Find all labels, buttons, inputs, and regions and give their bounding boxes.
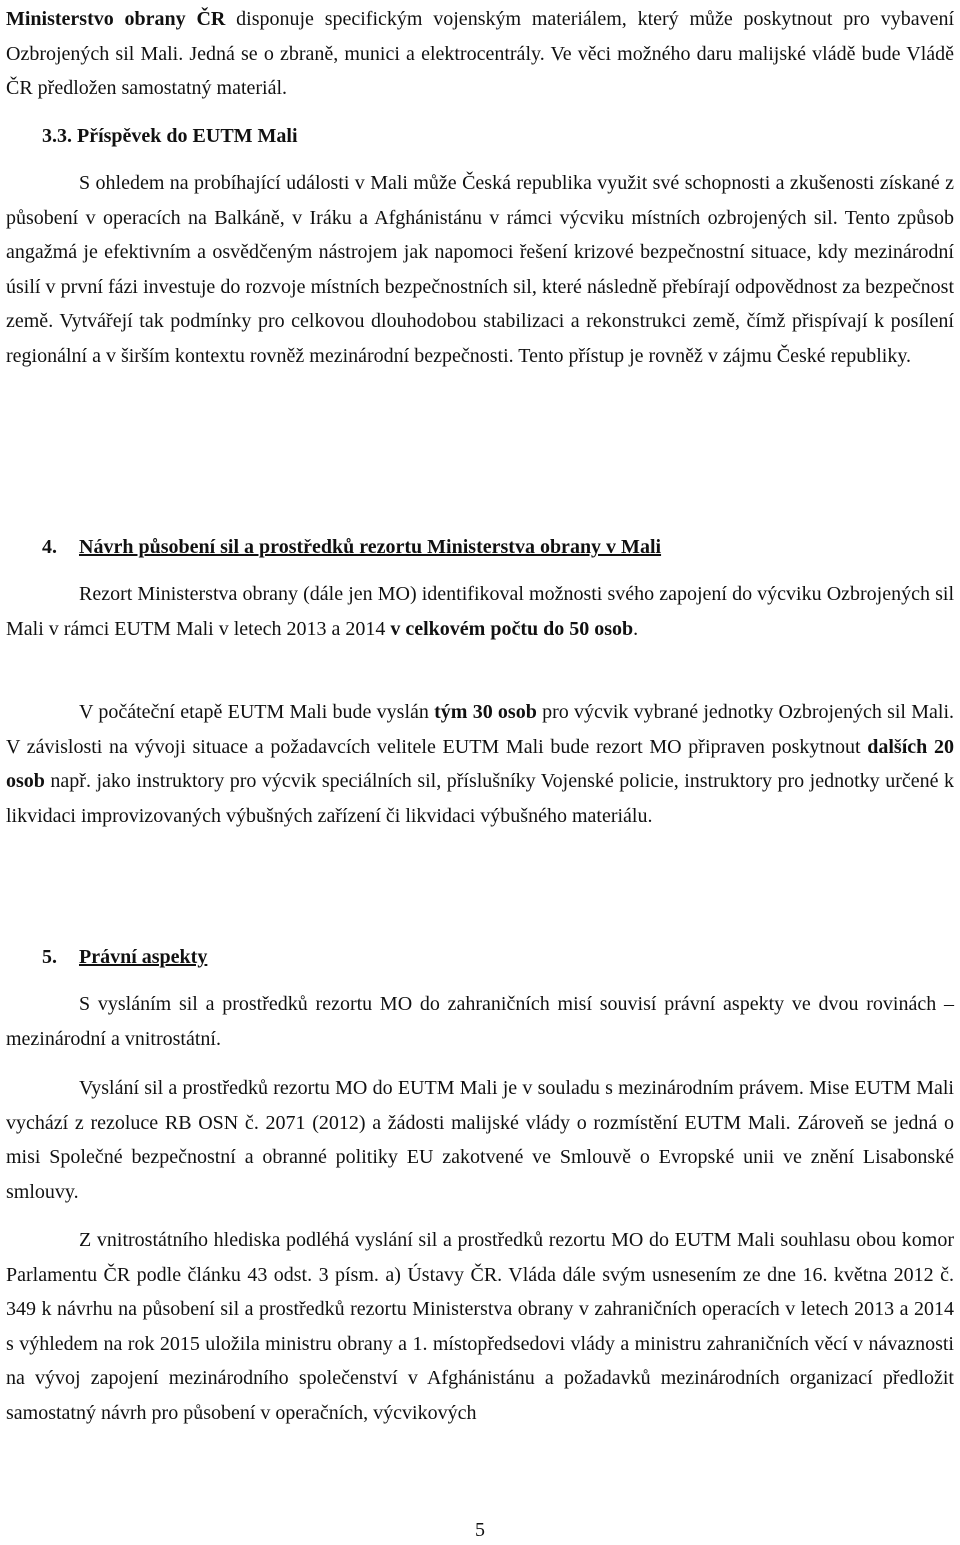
section-3-3-paragraph: S ohledem na probíhající události v Mali může Česká republika využit své schopnosti a zkušenosti získané z působení v operacích na Balkáně, v Iráku a Afghánistánu v rámci výcviku místních ozbrojených sil. Tento způsob angažmá je efektivním a osvědčeným nástrojem jak napomoci řešení krizové bezpečnostní situace, kdy mezinárodní úsilí v první fázi investuje do rozvoje místních bezpečnostních sil, které následně přebírají odpovědnost za bezpečnost země. Vytvářejí tak podmínky pro celkovou dlouhodobou stabilizaci a rekonstrukci země, čímž přispívají k posílení regionální a v širším kontextu rovněž mezinárodní bezpečnosti. Tento přístup je rovněž v zájmu České republiky. (6, 172, 954, 367)
section-4-p1-end: . (633, 617, 639, 640)
section-4-p2-a: V počáteční etapě EUTM Mali bude vyslán (79, 701, 435, 723)
section-4-heading (42, 530, 661, 564)
section-4-p2-bold-1: tým 30 osob (434, 701, 537, 723)
intro-paragraph (6, 2, 954, 106)
section-4-p2-b: pro výcvik vybrané jednotky Ozbrojených sil Mali. V závislosti na vývoji situace a požadavcích velitele EUTM Mali bude rezort MO připraven poskytnout (6, 701, 954, 758)
intro-text: disponuje specifickým vojenským materiálem, který může poskytnout pro vybavení Ozbrojených sil Mali. Jedná se o zbraně, munici a elektrocentrály. Ve věci možného daru malijské vládě bude Vládě ČR předložen samostatný materiál. (6, 8, 955, 99)
section-5-paragraph-1: S vysláním sil a prostředků rezortu MO do zahraničních misí souvisí právní aspekty ve dvou rovinách – mezinárodní a vnitrostátní. (6, 993, 954, 1050)
section-5-paragraph-2: Vyslání sil a prostředků rezortu MO do EUTM Mali je v souladu s mezinárodním právem. Mise EUTM Mali vychází z rezoluce RB OSN č. 2071 (2012) a žádosti malijské vlády o rozmístění EUTM Mali. Zároveň se jedná o misi Společné bezpečnostní a obranné politiky EU zakotvené ve Smlouvě o Evropské unii ve znění Lisabonské smlouvy. (6, 1077, 954, 1203)
section-4-p1-text: Rezort Ministerstva obrany (dále jen MO) identifikoval možnosti svého zapojení do výcviku Ozbrojených sil Mali v rámci EUTM Mali v letech 2013 a 2014 (6, 583, 954, 640)
section-4-number: 4. (42, 536, 57, 558)
section-4-title: Návrh působení sil a prostředků rezortu Ministerstva obrany v Mali (79, 536, 662, 558)
section-5-number: 5. (42, 946, 57, 968)
section-5-title: Právní aspekty (79, 946, 208, 968)
section-4-paragraph-2 (6, 695, 954, 833)
section-4-paragraph-1 (6, 577, 954, 646)
intro-bold-lead: Ministerstvo obrany ČR (6, 8, 226, 30)
section-5-heading (42, 940, 207, 974)
section-3-3-heading (42, 119, 298, 153)
section-4-p1-bold: v celkovém počtu do 50 osob (390, 617, 634, 640)
section-3-3-number: 3.3. (42, 125, 72, 147)
section-4-p2-c: např. jako instruktory pro výcvik speciálních sil, příslušníky Vojenské policie, instruktory pro jednotky určené k likvidaci improvizovaných výbušných zařízení či likvidaci výbušného materiálu. (6, 770, 954, 827)
page-number: 5 (475, 1519, 485, 1541)
section-5-paragraph-3: Z vnitrostátního hlediska podléhá vyslání sil a prostředků rezortu MO do EUTM Mali souhlasu obou komor Parlamentu ČR podle článku 43 odst. 3 písm. a) Ústavy ČR. Vláda dále svým usnesením ze dne 16. května 2012 č. 349 k návrhu na působení sil a prostředků rezortu Ministerstva obrany v zahraničních operacích v letech 2013 a 2014 s výhledem na rok 2015 uložila ministru obrany a 1. místopředsedovi vlády a ministru zahraničních věcí v návaznosti na vývoj zapojení mezinárodního společenství v Afghánistánu a požadavků mezinárodních organizací předložit samostatný návrh pro působení v operačních, výcvikových (6, 1229, 954, 1424)
section-4-p2-bold-2: dalších 20 osob (6, 735, 954, 792)
section-3-3-title: Příspěvek do EUTM Mali (77, 125, 298, 147)
